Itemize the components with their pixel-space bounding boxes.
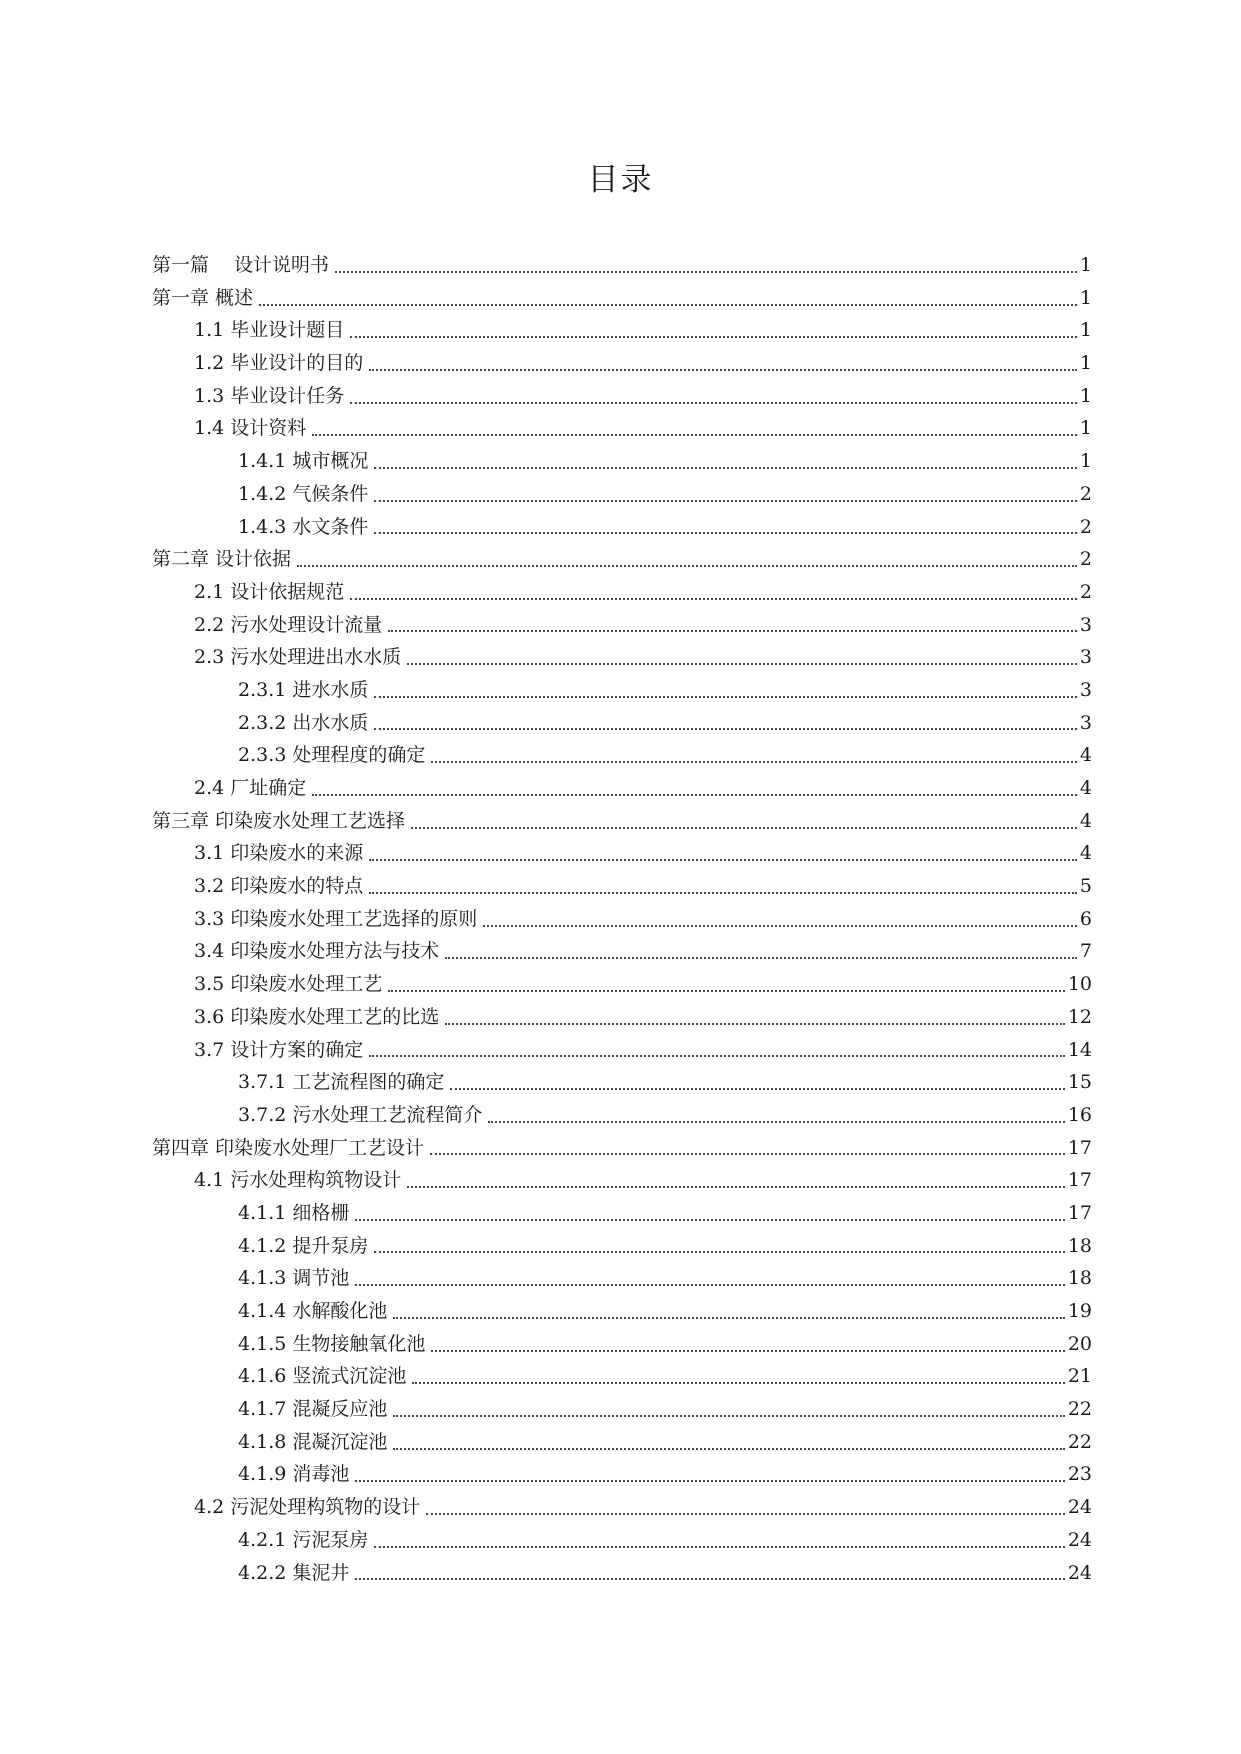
toc-entry-label: 4.2.2 集泥井: [238, 1561, 350, 1584]
toc-entry[interactable]: [152, 1262, 1092, 1295]
toc-entry[interactable]: [152, 641, 1092, 674]
toc-entry-label: 4.1.4 水解酸化池: [238, 1300, 388, 1322]
toc-entry-page-number: 14: [1067, 1038, 1092, 1061]
dot-leader: [374, 466, 1077, 469]
toc-entry-page-number: 17: [1067, 1169, 1092, 1192]
toc-entry-label: 4.1.5 生物接触氧化池: [238, 1332, 426, 1355]
dot-leader: [335, 270, 1077, 273]
toc-entry-page-number: 10: [1067, 973, 1092, 996]
dot-leader: [426, 1512, 1065, 1515]
toc-entry-page-number: 3: [1079, 678, 1092, 701]
dot-leader: [312, 433, 1077, 436]
toc-entry[interactable]: [152, 707, 1092, 740]
toc-entry-page-number: 19: [1067, 1300, 1092, 1322]
toc-entry-label: 4.1.8 混凝沉淀池: [238, 1430, 388, 1453]
toc-entry-page-number: 16: [1067, 1103, 1092, 1126]
toc-entry-page-number: 1: [1079, 384, 1092, 407]
toc-entry-label: 4.1.9 消毒池: [238, 1463, 350, 1486]
dot-leader: [350, 335, 1077, 338]
toc-entry-page-number: 3: [1079, 613, 1092, 636]
toc-entry[interactable]: [152, 1099, 1092, 1132]
toc-entry-page-number: 3: [1079, 711, 1092, 734]
dot-leader: [407, 1185, 1065, 1188]
dot-leader: [369, 858, 1077, 861]
toc-entry-label: 1.4.2 气候条件: [238, 482, 369, 505]
toc-entry-page-number: 1: [1079, 319, 1092, 342]
toc-entry-page-number: 1: [1079, 352, 1092, 375]
toc-entry[interactable]: [152, 347, 1092, 380]
toc-entry[interactable]: [152, 903, 1092, 936]
toc-entry[interactable]: [152, 1001, 1092, 1034]
toc-entry[interactable]: [152, 870, 1092, 903]
dot-leader: [411, 826, 1077, 829]
toc-entry-label: 第二章 设计依据: [152, 548, 292, 571]
toc-entry[interactable]: [152, 1458, 1092, 1491]
toc-entry-page-number: 3: [1079, 646, 1092, 669]
toc-entry[interactable]: [152, 1393, 1092, 1426]
toc-entry-page-number: 2: [1079, 580, 1092, 603]
toc-entry-page-number: 1: [1079, 417, 1092, 440]
dot-leader: [450, 1087, 1064, 1090]
toc-entry-label: 4.1.2 提升泵房: [238, 1234, 369, 1257]
toc-entry[interactable]: [152, 1295, 1092, 1328]
dot-leader: [388, 989, 1065, 992]
toc-entry-label: 2.1 设计依据规范: [194, 580, 345, 603]
dot-leader: [355, 1283, 1064, 1286]
dot-leader: [259, 303, 1077, 306]
toc-entry-label: 1.4.3 水文条件: [238, 515, 369, 538]
toc-entry-label: 第一章 概述: [152, 286, 254, 309]
toc-entry-label: 2.3 污水处理进出水水质: [194, 646, 402, 669]
toc-entry[interactable]: [152, 609, 1092, 642]
dot-leader: [393, 1316, 1064, 1319]
toc-entry-page-number: 17: [1067, 1136, 1092, 1159]
toc-entry-label: 3.7.2 污水处理工艺流程简介: [238, 1103, 483, 1126]
dot-leader: [393, 1414, 1064, 1417]
toc-entry-page-number: 4: [1079, 809, 1092, 832]
toc-entry[interactable]: [152, 1328, 1092, 1361]
toc-entry[interactable]: [152, 772, 1092, 805]
toc-entry-page-number: 2: [1079, 548, 1092, 571]
toc-entry-label: 第一篇 设计说明书: [152, 254, 330, 276]
dot-leader: [297, 564, 1077, 567]
toc-entry[interactable]: [152, 314, 1092, 347]
toc-entry-page-number: 15: [1067, 1071, 1092, 1094]
toc-entry-page-number: 4: [1079, 744, 1092, 767]
toc-entry-page-number: 24: [1067, 1496, 1092, 1519]
toc-entry-page-number: 18: [1067, 1234, 1092, 1257]
toc-entry-label: 3.3 印染废水处理工艺选择的原则: [194, 907, 478, 930]
toc-entry[interactable]: [152, 739, 1092, 772]
toc-entry[interactable]: [152, 249, 1092, 282]
toc-entry[interactable]: [152, 837, 1092, 870]
dot-leader: [350, 401, 1077, 404]
dot-leader: [374, 499, 1077, 502]
toc-entry-page-number: 24: [1067, 1561, 1092, 1584]
toc-entry-label: 2.3.3 处理程度的确定: [238, 744, 426, 767]
toc-entry-page-number: 2: [1079, 515, 1092, 538]
dot-leader: [374, 1545, 1064, 1548]
toc-entry-label: 第三章 印染废水处理工艺选择: [152, 809, 406, 832]
toc-entry[interactable]: [152, 478, 1092, 511]
toc-entry-label: 3.4 印染废水处理方法与技术: [194, 940, 440, 963]
toc-entry-page-number: 22: [1067, 1398, 1092, 1421]
toc-entry[interactable]: [152, 1230, 1092, 1263]
toc-entry-label: 3.1 印染废水的来源: [194, 842, 364, 865]
toc-entry[interactable]: [152, 445, 1092, 478]
dot-leader: [355, 1577, 1064, 1580]
toc-entry-page-number: 5: [1079, 875, 1092, 898]
toc-entry-label: 4.2 污泥处理构筑物的设计: [194, 1496, 421, 1519]
toc-entry-label: 第四章 印染废水处理厂工艺设计: [152, 1136, 425, 1159]
toc-entry-label: 3.5 印染废水处理工艺: [194, 973, 383, 996]
toc-entry[interactable]: [152, 380, 1092, 413]
toc-entry-page-number: 22: [1067, 1430, 1092, 1453]
toc-entry-page-number: 23: [1067, 1463, 1092, 1486]
dot-leader: [374, 727, 1077, 730]
toc-entry[interactable]: [152, 674, 1092, 707]
toc-entry[interactable]: [152, 1066, 1092, 1099]
dot-leader: [355, 1479, 1064, 1482]
dot-leader: [374, 695, 1077, 698]
toc-entry-page-number: 24: [1067, 1528, 1092, 1551]
toc-entry-page-number: 20: [1067, 1332, 1092, 1355]
toc-entry-label: 3.7.1 工艺流程图的确定: [238, 1071, 445, 1094]
toc-entry-label: 1.4 设计资料: [194, 417, 307, 440]
toc-entry-page-number: 18: [1067, 1267, 1092, 1290]
toc-entry-label: 3.2 印染废水的特点: [194, 875, 364, 898]
dot-leader: [431, 760, 1077, 763]
dot-leader: [407, 662, 1077, 665]
toc-entry[interactable]: [152, 282, 1092, 315]
toc-entry-label: 4.1.3 调节池: [238, 1267, 350, 1290]
toc-entry-label: 3.6 印染废水处理工艺的比选: [194, 1005, 440, 1028]
toc-entry[interactable]: [152, 1491, 1092, 1524]
toc-entry[interactable]: [152, 1132, 1092, 1165]
toc-entry[interactable]: [152, 576, 1092, 609]
dot-leader: [374, 1250, 1064, 1253]
toc-entry-label: 4.1.6 竖流式沉淀池: [238, 1365, 407, 1388]
table-of-contents: [152, 249, 1092, 1589]
dot-leader: [312, 793, 1077, 796]
toc-entry[interactable]: [152, 543, 1092, 576]
toc-entry[interactable]: [152, 412, 1092, 445]
toc-entry-label: 4.1 污水处理构筑物设计: [194, 1169, 402, 1192]
dot-leader: [388, 629, 1077, 632]
toc-entry-label: 4.1.1 细格栅: [238, 1201, 350, 1224]
toc-entry[interactable]: [152, 1557, 1092, 1590]
toc-entry-label: 2.3.2 出水水质: [238, 711, 369, 734]
toc-entry-label: 1.2 毕业设计的目的: [194, 352, 364, 375]
toc-entry-page-number: 17: [1067, 1201, 1092, 1224]
toc-entry[interactable]: [152, 1197, 1092, 1230]
toc-entry-page-number: 1: [1079, 450, 1092, 473]
toc-entry-label: 1.3 毕业设计任务: [194, 384, 345, 407]
toc-entry-label: 2.4 厂址确定: [194, 777, 307, 799]
dot-leader: [369, 891, 1077, 894]
dot-leader: [374, 531, 1077, 534]
page-title: 目录: [587, 162, 654, 198]
dot-leader: [483, 924, 1077, 927]
toc-entry-label: 2.2 污水处理设计流量: [194, 613, 383, 636]
toc-entry-page-number: 7: [1079, 940, 1092, 963]
toc-entry-page-number: 12: [1067, 1005, 1092, 1028]
toc-entry-page-number: 4: [1079, 777, 1092, 799]
toc-entry-page-number: 2: [1079, 482, 1092, 505]
toc-entry-label: 1.4.1 城市概况: [238, 450, 369, 473]
dot-leader: [445, 956, 1077, 959]
toc-entry[interactable]: [152, 1034, 1092, 1067]
toc-entry[interactable]: [152, 1524, 1092, 1557]
dot-leader: [445, 1022, 1065, 1025]
toc-entry-page-number: 21: [1067, 1365, 1092, 1388]
toc-entry-label: 2.3.1 进水水质: [238, 678, 369, 701]
toc-entry-label: 4.1.7 混凝反应池: [238, 1398, 388, 1421]
dot-leader: [369, 1054, 1065, 1057]
toc-entry-page-number: 4: [1079, 842, 1092, 865]
dot-leader: [393, 1447, 1064, 1450]
toc-entry-page-number: 6: [1079, 907, 1092, 930]
toc-entry[interactable]: [152, 1360, 1092, 1393]
toc-entry[interactable]: [152, 1164, 1092, 1197]
toc-entry[interactable]: [152, 935, 1092, 968]
toc-entry-page-number: 1: [1079, 286, 1092, 309]
toc-entry[interactable]: [152, 805, 1092, 838]
toc-entry-label: 3.7 设计方案的确定: [194, 1038, 364, 1061]
toc-entry[interactable]: [152, 1426, 1092, 1459]
dot-leader: [488, 1120, 1064, 1123]
toc-entry[interactable]: [152, 968, 1092, 1001]
toc-entry-label: 1.1 毕业设计题目: [194, 319, 345, 342]
dot-leader: [412, 1381, 1064, 1384]
dot-leader: [355, 1218, 1064, 1221]
dot-leader: [350, 597, 1077, 600]
toc-entry-label: 4.2.1 污泥泵房: [238, 1528, 369, 1551]
dot-leader: [430, 1152, 1065, 1155]
toc-entry-page-number: 1: [1079, 254, 1092, 276]
toc-entry[interactable]: [152, 511, 1092, 544]
dot-leader: [369, 368, 1077, 371]
dot-leader: [431, 1349, 1064, 1352]
